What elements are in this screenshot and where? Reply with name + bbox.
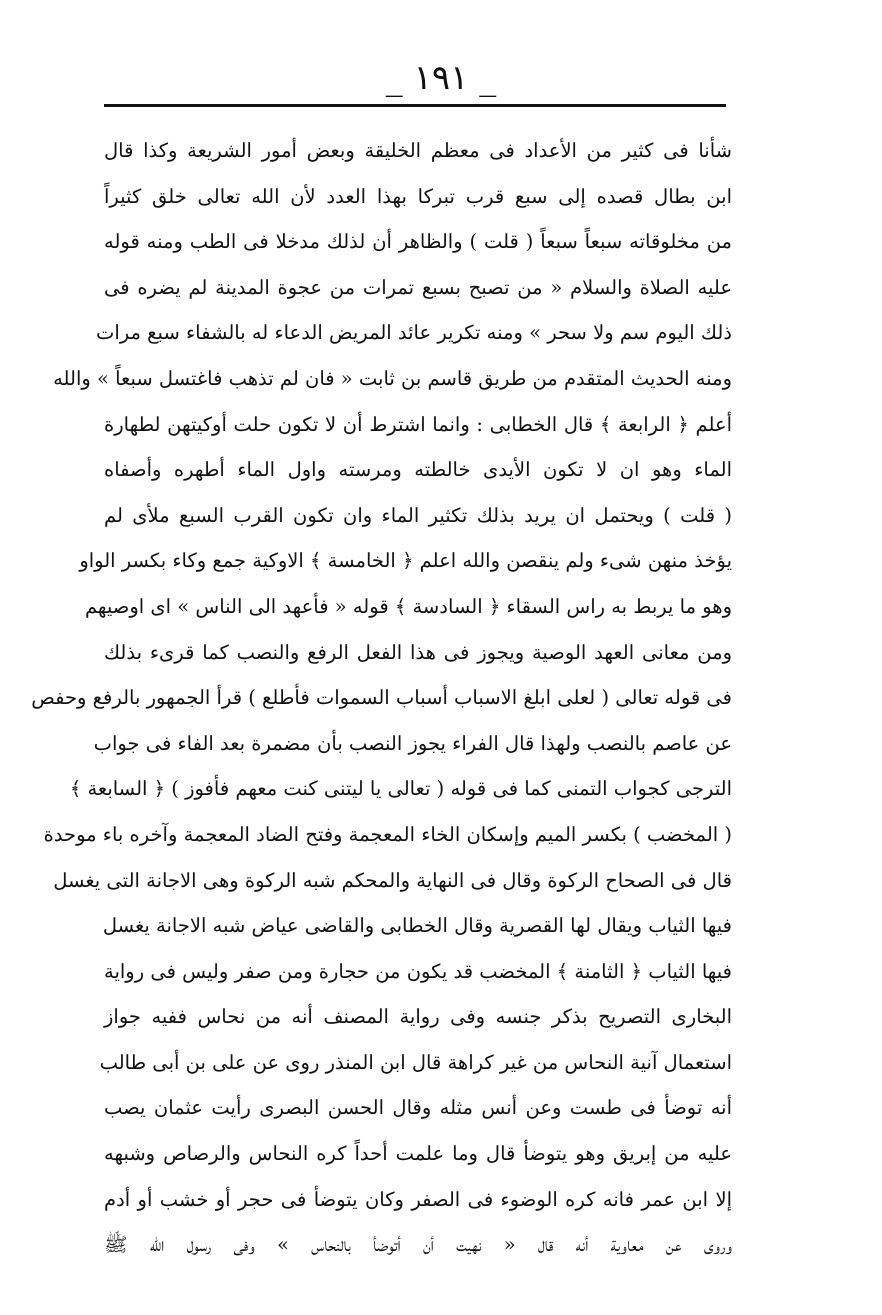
header-rule bbox=[104, 104, 726, 107]
text-line: ( المخضب ) بكسر الميم وإسكان الخاء المعجمة وفتح الضاد المعجمة وآخره باء موحدة bbox=[43, 822, 732, 846]
text-line: ( قلت ) ويحتمل ان يريد بذلك تكثير الماء وان تكون القرب السبع ملأى لم bbox=[104, 503, 732, 527]
text-line: وهو ما يربط به راس السقاء ﴿ السادسة ﴾ قوله « فأعهد الى الناس » اى اوصيهم bbox=[84, 594, 732, 618]
text-line: فيها الثياب ويقال لها القصرية وقال الخطابى والقاضى عياض شبه الاجانة يغسل bbox=[102, 914, 732, 938]
text-line: قال فى الصحاح الركوة وقال فى النهاية والمحكم شبه الركوة وهى الاجانة التى يغسل bbox=[53, 868, 732, 892]
text-line: أعلم ﴿ الرابعة ﴾ قال الخطابى : وانما اشترط أن لا تكون حلت أوكيتهن لطهارة bbox=[104, 412, 732, 436]
text-line: عليه من إبريق وهو يتوضأ قال وما علمت أحداً كره النحاس والرصاص وشبهه bbox=[104, 1142, 732, 1166]
text-line: يؤخذ منهن شىء ولم ينقصن والله اعلم ﴿ الخامسة ﴾ الاوكية جمع وكاء بكسر الواو bbox=[79, 549, 732, 573]
text-line: ومنه الحديث المتقدم من طريق قاسم بن ثابت « فان لم تذهب فاغتسل سبعاً » والله bbox=[53, 366, 732, 390]
text-line: ومن معانى العهد الوصية ويجوز فى هذا الفعل الرفع والنصب كما قرىء بذلك bbox=[104, 640, 732, 664]
text-line: إلا ابن عمر فانه كره الوضوء فى الصفر وكان يتوضأ فى حجر أو خشب أو أدم bbox=[104, 1187, 732, 1211]
text-line: الترجى كجواب التمنى كما فى قوله ( تعالى يا ليتنى كنت معهم فأفوز ) ﴿ السابعة ﴾ bbox=[69, 777, 732, 801]
text-line: وروى عن معاوية أنه قال « نهيت أن أتوضأ بالنحاس » وفى رسول الله ﷺ bbox=[104, 1233, 732, 1257]
text-line: عن عاصم بالنصب ولهذا قال الفراء يجوز النصب بأن مضمرة بعد الفاء فى جواب bbox=[93, 731, 732, 755]
text-line: فيها الثياب ﴿ الثامنة ﴾ المخضب قد يكون من حجارة ومن صفر وليس فى رواية bbox=[104, 959, 732, 983]
body-text bbox=[31, 128, 732, 1268]
text-line: ذلك اليوم سم ولا سحر » ومنه تكرير عائد المريض الدعاء له بالشفاء سبع مرات bbox=[96, 321, 732, 345]
text-line: ابن بطال قصده إلى سبع قرب تبركا بهذا العدد لأن الله تعالى خلق كثيراً bbox=[104, 184, 732, 208]
text-line: فى قوله تعالى ( لعلى ابلغ الاسباب أسباب السموات فأطلع ) قرأ الجمهور بالرفع وحفص bbox=[31, 686, 732, 710]
text-line: البخارى التصريح بذكر جنسه وفى رواية المصنف أنه من نحاس ففيه جواز bbox=[104, 1005, 732, 1029]
text-line: عليه الصلاة والسلام « من تصبح بسبع تمرات من عجوة المدينة لم يضره فى bbox=[104, 275, 732, 299]
text-line: أنه توضأ فى طست وعن أنس مثله وقال الحسن البصرى رأيت عثمان يصب bbox=[104, 1096, 732, 1120]
text-line: الماء وهو ان لا تكون الأيدى خالطته ومرسته واول الماء أطهره وأصفاه bbox=[104, 458, 732, 482]
text-line: شأنا فى كثير من الأعداد فى معظم الخليقة وبعض أمور الشريعة وكذا قال bbox=[104, 139, 732, 162]
text-line: من مخلوقاته سبعاً سبعاً ( قلت ) والظاهر أن لذلك مدخلا فى الطب ومنه قوله bbox=[104, 230, 732, 254]
page-number: _ ١٩١ _ bbox=[385, 58, 497, 98]
text-line: استعمال آنية النحاس من غير كراهة قال ابن المنذر روى عن على بن أبى طالب bbox=[99, 1050, 732, 1074]
